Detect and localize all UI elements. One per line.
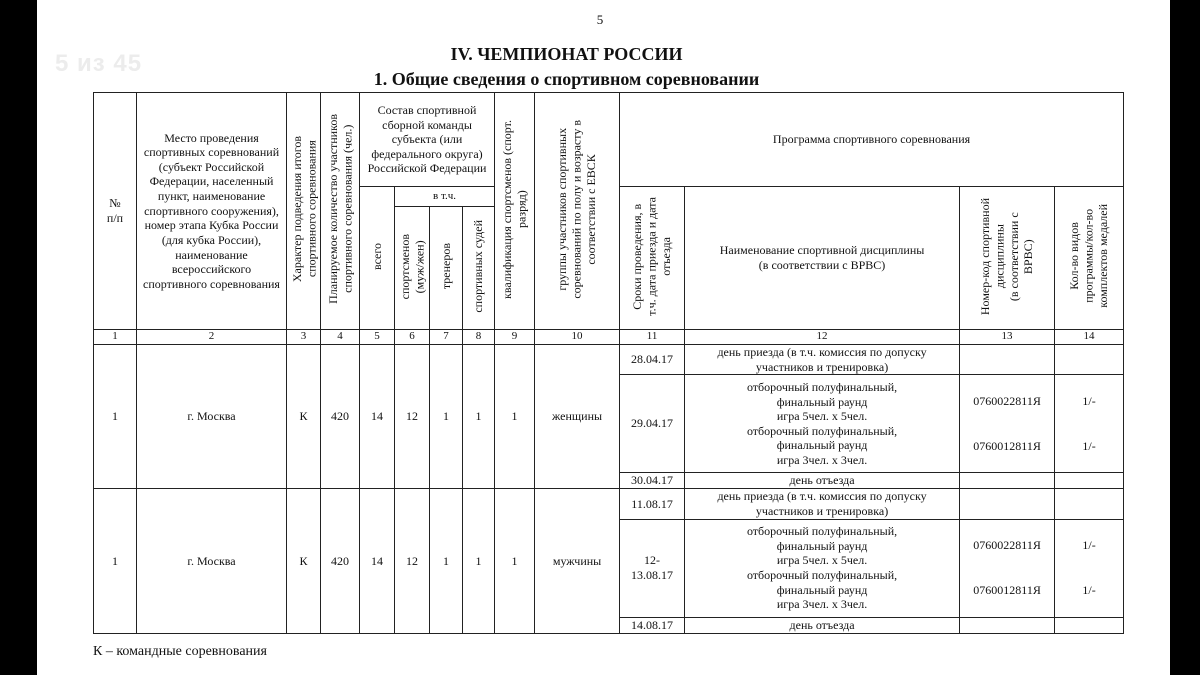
header-num: № п/п — [94, 93, 137, 330]
cell-num: 1 — [94, 345, 137, 489]
header-code: Номер-код спортивной дисциплины (в соответствии с ВРВС) — [960, 187, 1055, 330]
cell-count-empty — [1055, 489, 1124, 519]
cell-num: 1 — [94, 489, 137, 633]
discipline-code: 0760022811Я — [973, 538, 1041, 553]
cell-code-empty — [960, 345, 1055, 375]
cell-count-empty — [1055, 473, 1124, 489]
cell-total: 14 — [360, 489, 395, 633]
table-row — [94, 345, 1124, 375]
discipline-code: 0760012811Я — [973, 583, 1041, 597]
column-number: 8 — [463, 330, 495, 345]
header-team: Состав спортивной сборной команды субъекта (или федерального округа) Российской Федерации — [360, 93, 495, 187]
page-counter: 5 из 45 — [55, 50, 143, 77]
competition-table — [93, 92, 1124, 634]
medal-count: 1/- — [1082, 394, 1096, 409]
column-number: 10 — [535, 330, 620, 345]
column-number: 3 — [287, 330, 321, 345]
cell-arrival-date: 28.04.17 — [620, 345, 685, 375]
header-coaches: тренеров — [430, 207, 463, 330]
column-number: 7 — [430, 330, 463, 345]
cell-judges: 1 — [463, 489, 495, 633]
cell-place: г. Москва — [137, 345, 287, 489]
discipline-code: 0760022811Я — [973, 394, 1041, 409]
discipline-3x3: отборочный полуфинальный, финальный раунд игра 3чел. х 3чел. — [746, 423, 898, 467]
discipline-5x5: отборочный полуфинальный, финальный раунд игра 5чел. х 5чел. — [746, 379, 898, 424]
cell-group: мужчины — [535, 489, 620, 633]
column-number: 5 — [360, 330, 395, 345]
column-number: 1 — [94, 330, 137, 345]
cell-place: г. Москва — [137, 489, 287, 633]
header-total: всего — [360, 187, 395, 330]
cell-athletes: 12 — [395, 345, 430, 489]
cell-count-empty — [1055, 617, 1124, 633]
medal-count: 1/- — [1082, 438, 1096, 453]
cell-disciplines — [685, 375, 960, 473]
cell-counts — [1055, 519, 1124, 617]
discipline-3x3: отборочный полуфинальный, финальный раунд игра 3чел. х 3чел. — [746, 568, 898, 612]
cell-code-empty — [960, 489, 1055, 519]
cell-group: женщины — [535, 345, 620, 489]
header-groups: группы участников спортивных соревнований по полу и возрасту в соответствии с ЕВСК — [535, 93, 620, 330]
table-row — [94, 489, 1124, 519]
discipline-5x5: отборочный полуфинальный, финальный раунд игра 5чел. х 5чел. — [746, 524, 898, 568]
subsection-title: 1. Общие сведения о спортивном соревновании — [373, 69, 760, 89]
cell-code-empty — [960, 617, 1055, 633]
column-number: 2 — [137, 330, 287, 345]
cell-judges: 1 — [463, 345, 495, 489]
header-program: Программа спортивного соревнования — [620, 93, 1124, 187]
footnote: К – командные соревнования — [93, 644, 267, 659]
header-dates: Сроки проведения, в т.ч. дата приезда и дата отъезда — [620, 187, 685, 330]
header-judges: спортивных судей — [463, 207, 495, 330]
cell-arrival-date: 11.08.17 — [620, 489, 685, 519]
header-place: Место проведения спортивных соревнований (субъект Российской Федерации, населенный пункт, наименование спортивного сооружения), номер этапа Кубка России (для кубка России), наименование всероссийского спортивного соревнования — [137, 93, 287, 330]
cell-code-empty — [960, 473, 1055, 489]
cell-disciplines — [685, 519, 960, 617]
column-number: 12 — [685, 330, 960, 345]
header-character: Характер подведения итогов спортивного соревнования — [287, 93, 321, 330]
header-qualification: квалификация спортсменов (спорт. разряд) — [495, 93, 535, 330]
column-number: 14 — [1055, 330, 1124, 345]
column-number: 6 — [395, 330, 430, 345]
medal-count: 1/- — [1082, 583, 1096, 597]
cell-codes — [960, 375, 1055, 473]
cell-main-date: 12- 13.08.17 — [620, 519, 685, 617]
cell-character: К — [287, 345, 321, 489]
header-discipline: Наименование спортивной дисциплины (в соответствии с ВРВС) — [685, 187, 960, 330]
column-number: 4 — [321, 330, 360, 345]
discipline-code: 0760012811Я — [973, 438, 1041, 453]
section-title: IV. ЧЕМПИОНАТ РОССИИ — [450, 44, 683, 64]
header-medals: Кол-во видов программы/кол-во комплектов медалей — [1055, 187, 1124, 330]
cell-planned: 420 — [321, 489, 360, 633]
cell-character: К — [287, 489, 321, 633]
page-number: 5 — [596, 12, 604, 27]
header-athletes: спортсменов (муж/жен) — [395, 207, 430, 330]
cell-main-date: 29.04.17 — [620, 375, 685, 473]
column-number: 11 — [620, 330, 685, 345]
cell-depart-text: день отъезда — [685, 473, 960, 489]
cell-coaches: 1 — [430, 489, 463, 633]
column-number: 9 — [495, 330, 535, 345]
header-planned: Планируемое количество участников спортивного соревнования (чел.) — [321, 93, 360, 330]
column-number: 13 — [960, 330, 1055, 345]
cell-arrival-text: день приезда (в т.ч. комиссия по допуску участников и тренировка) — [685, 345, 960, 375]
header-incl: в т.ч. — [395, 187, 495, 207]
cell-qualification: 1 — [495, 345, 535, 489]
cell-athletes: 12 — [395, 489, 430, 633]
cell-total: 14 — [360, 345, 395, 489]
medal-count: 1/- — [1082, 538, 1096, 553]
cell-depart-date: 14.08.17 — [620, 617, 685, 633]
cell-qualification: 1 — [495, 489, 535, 633]
cell-coaches: 1 — [430, 345, 463, 489]
cell-codes — [960, 519, 1055, 617]
cell-planned: 420 — [321, 345, 360, 489]
cell-counts — [1055, 375, 1124, 473]
cell-count-empty — [1055, 345, 1124, 375]
cell-depart-text: день отъезда — [685, 617, 960, 633]
cell-arrival-text: день приезда (в т.ч. комиссия по допуску участников и тренировка) — [685, 489, 960, 519]
cell-depart-date: 30.04.17 — [620, 473, 685, 489]
